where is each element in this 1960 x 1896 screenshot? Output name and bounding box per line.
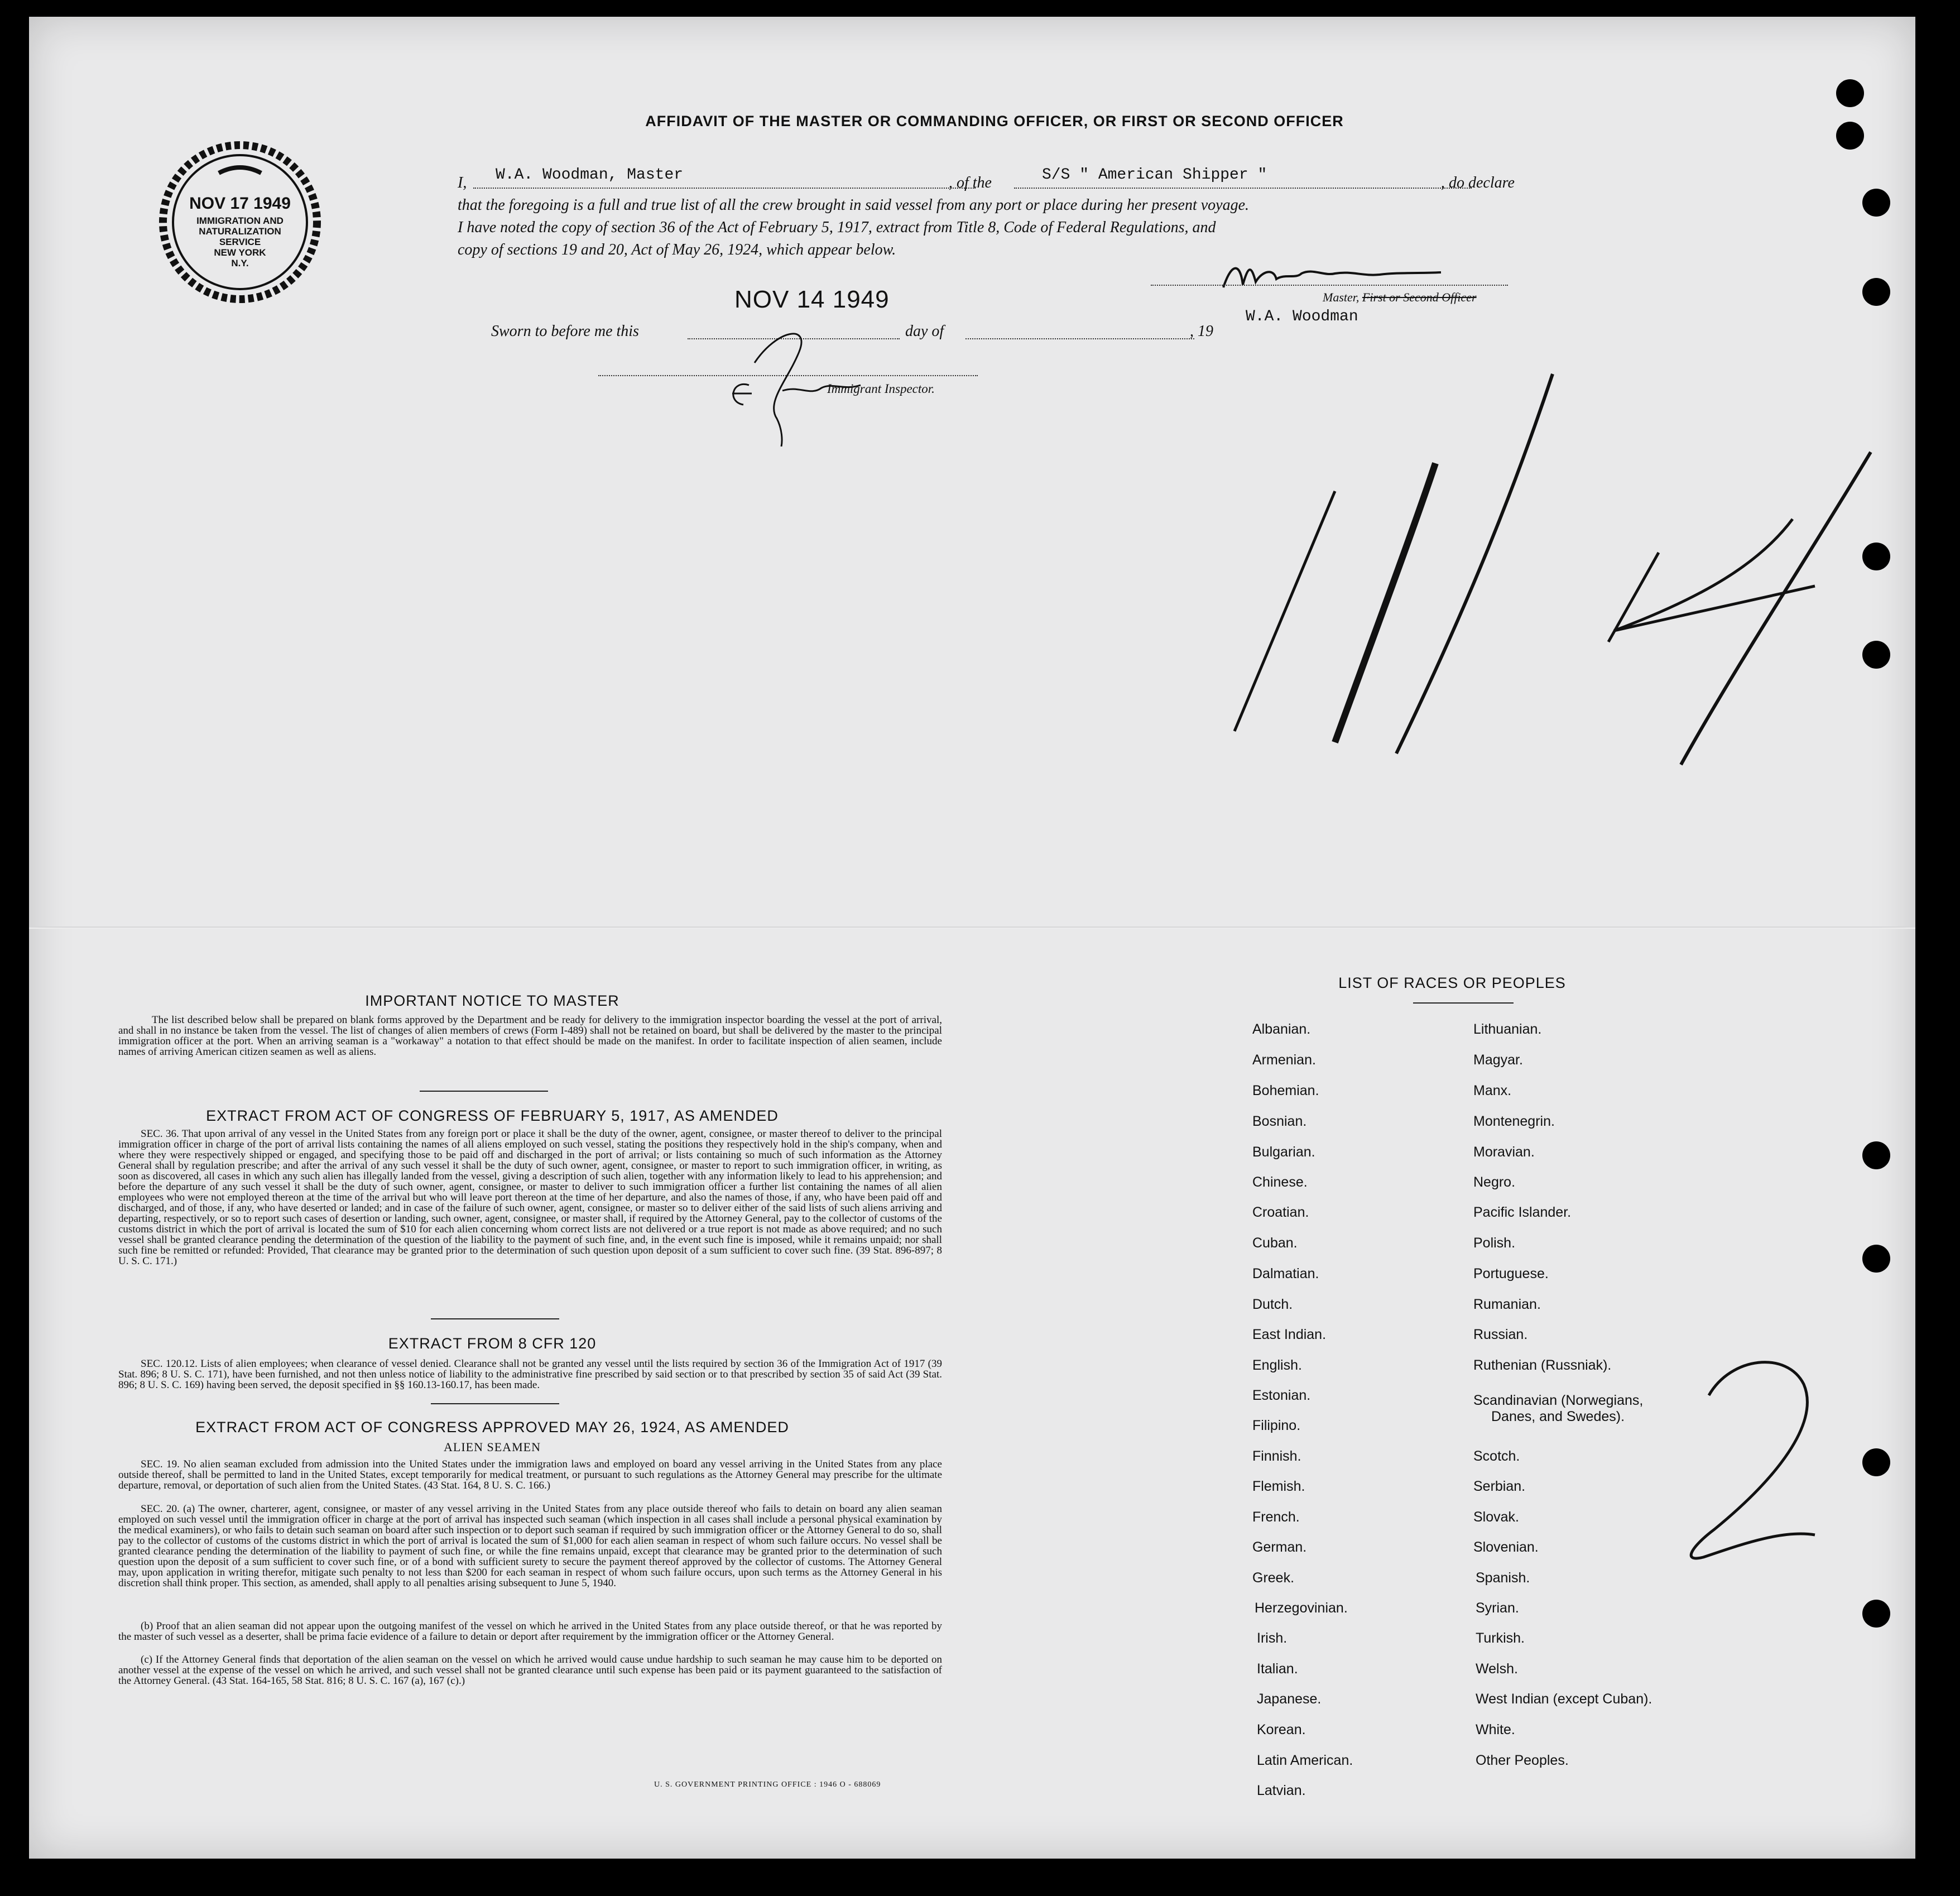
master-name-field: W.A. Woodman, Master — [473, 166, 976, 189]
race-item: Estonian. — [1252, 1388, 1311, 1403]
vessel-name-field: S/S " American Shipper " — [1014, 166, 1472, 189]
race-item: Italian. — [1257, 1661, 1298, 1677]
seal-line: N.Y. — [231, 258, 249, 268]
punch-hole-icon — [1862, 1141, 1890, 1169]
race-item: White. — [1476, 1722, 1515, 1737]
races-title: LIST OF RACES OR PEOPLES — [1338, 975, 1566, 991]
master-title-text: Master, — [1323, 290, 1359, 304]
race-item: Polish. — [1473, 1235, 1516, 1251]
struck-officer-text: First or Second Officer — [1362, 290, 1477, 304]
handwritten-page-number — [1670, 1351, 1826, 1574]
race-item: Irish. — [1257, 1630, 1288, 1646]
inspector-label: Immigrant Inspector. — [827, 382, 935, 396]
do-declare-label: , do declare — [1441, 174, 1515, 191]
race-item: Magyar. — [1473, 1052, 1523, 1068]
extract-1924-title: EXTRACT FROM ACT OF CONGRESS APPROVED MAY 26, 1924, AS AMENDED — [195, 1419, 789, 1436]
affidavit-title: AFFIDAVIT OF THE MASTER OR COMMANDING OFFICER, OR FIRST OR SECOND OFFICER — [645, 113, 1344, 129]
declaration-line: I have noted the copy of section 36 of the Act of February 5, 1917, extract from Title 8, Code of Federal Regulations, and — [458, 219, 1216, 236]
race-item: Finnish. — [1252, 1448, 1301, 1464]
race-item: Dutch. — [1252, 1297, 1293, 1312]
race-item: Other Peoples. — [1476, 1753, 1569, 1768]
seal-line: NEW YORK — [214, 247, 266, 258]
of-the-label: , of the — [949, 174, 992, 191]
divider — [431, 1403, 559, 1404]
signature-line — [1151, 284, 1508, 286]
race-item: French. — [1252, 1509, 1300, 1525]
race-item: Portuguese. — [1473, 1266, 1549, 1281]
race-item: Welsh. — [1476, 1661, 1518, 1677]
punch-hole-icon — [1862, 1245, 1890, 1273]
punch-hole-icon — [1862, 1448, 1890, 1476]
sec-20c-body: (c) If the Attorney General finds that deportation of the alien seaman on the vessel on which he arrived would cause undue hardship to such seaman he may cause him to be deported on another vessel at the expense of the vessel on which he arrived, and such vessel shall not be granted clearance until such expense has been paid or its payment guaranteed to the satisfaction of the Attorney General. (43 Stat. 164-165, 58 Stat. 816; 8 U. S. C. 167 (a), 167 (c).) — [118, 1654, 942, 1687]
notice-body: The list described below shall be prepared on blank forms approved by the Department and be ready for delivery to the immigration inspector boarding the vessel at the port of arrival, and shall in no instance be taken from the vessel. The list of changes of alien members of crews (Form I-489) shall not be retained on board, but shall be delivered by the master to the principal immigration officer at the port. When an arriving seaman is a "workaway" a notation to that effect should be made on the manifest. In order to facilitate inspection of alien seamen, include names of arriving American citizen seamen as well as aliens. — [118, 1014, 942, 1058]
punch-hole-icon — [1862, 1600, 1890, 1628]
punch-hole-icon — [1862, 189, 1890, 217]
race-item: Greek. — [1252, 1570, 1295, 1586]
race-item: Rumanian. — [1473, 1297, 1541, 1312]
race-item: West Indian (except Cuban). — [1476, 1691, 1652, 1707]
race-item: Cuban. — [1252, 1235, 1298, 1251]
day-of-label: day of — [905, 323, 944, 340]
immigration-seal — [156, 138, 324, 306]
divider — [1413, 1002, 1514, 1004]
race-item: Korean. — [1257, 1722, 1306, 1737]
punch-hole-icon — [1836, 79, 1864, 107]
race-item: Latin American. — [1257, 1753, 1353, 1768]
seal-line: NATURALIZATION — [199, 226, 281, 237]
extract-cfr-title: EXTRACT FROM 8 CFR 120 — [388, 1335, 597, 1352]
year-label: , 19 — [1190, 323, 1213, 340]
extract-cfr-body: SEC. 120.12. Lists of alien employees; when clearance of vessel denied. Clearance shall not be granted any vessel until the lists required by section 36 of the Immigration Act of 1917 (39 Stat. 896; 8 U. S. C. 171), have been furnished, and not then unless notice of liability to the administrative fine prescribed by said section or to that prescribed by section 35 of said Act (39 Stat. 896; 8 U. S. C. 169) having been served, the deposit specified in §§ 160.13-160.17, has been made. — [118, 1358, 942, 1391]
race-item: Slovenian. — [1473, 1539, 1539, 1555]
race-item: Filipino. — [1252, 1418, 1301, 1433]
race-item: Russian. — [1473, 1327, 1528, 1342]
extract-1917-title: EXTRACT FROM ACT OF CONGRESS OF FEBRUARY 5, 1917, AS AMENDED — [206, 1107, 779, 1124]
punch-hole-icon — [1862, 278, 1890, 306]
race-item: Montenegrin. — [1473, 1113, 1555, 1129]
race-item: English. — [1252, 1357, 1302, 1373]
declaration-line: that the foregoing is a full and true list of all the crew brought in said vessel from any port or place during her present voyage. — [458, 196, 1250, 214]
handwriting-icon — [1670, 1351, 1826, 1574]
sec-19-body: SEC. 19. No alien seaman excluded from admission into the United States under the immigration laws and employed on board any vessel arriving in the United States from any place outside thereof, shall be permitted to land in the United States, except temporarily for medical treatment, or pursuant to such regulations as the Attorney General may prescribe for the ultimate departure, removal, or deportation of such alien from the United States. (43 Stat. 164, 8 U. S. C. 166.) — [118, 1458, 942, 1491]
race-item: Moravian. — [1473, 1144, 1535, 1160]
race-item: Syrian. — [1476, 1600, 1519, 1616]
race-item: Scandinavian (Norwegians, — [1473, 1393, 1644, 1408]
race-item: Dalmatian. — [1252, 1266, 1319, 1281]
race-item: German. — [1252, 1539, 1307, 1555]
race-item: Bulgarian. — [1252, 1144, 1315, 1160]
divider — [420, 1091, 548, 1092]
race-item: Japanese. — [1257, 1691, 1322, 1707]
divider — [431, 1318, 559, 1319]
master-title — [1323, 290, 1477, 305]
sec-20a-body: SEC. 20. (a) The owner, charterer, agent, consignee, or master of any vessel arriving in the United States from any place outside thereof who fails to detain on board any alien seaman employed on such vessel until the immigration officer in charge at the port of arrival has inspected such seaman (which inspection in all cases shall include a personal physical examination by the medical examiners), or who fails to detain such seaman on board after such inspection or to deport such seaman if required by such immigration officer or the Attorney General to do so, shall pay to the collector of customs of the customs district in which the port of arrival is located the sum of $1,000 for each alien seaman in respect of whom such failure occurs. No vessel shall be granted clearance pending the determination of the liability to payment of such fine, or while the fine remains unpaid, except that clearance may be granted prior to the determination of such question upon the deposit of a sum sufficient to cover such fine, or of a bond with sufficient surety to secure the payment thereof approved by the collector of customs. The Attorney General may, upon application in writing therefor, mitigate such penalty to not less than $200 for each seaman in respect of whom such failure occurs, upon such terms as the Attorney General in his discretion shall think proper. This section, as amended, shall apply to all penalties arising subsequent to June 5, 1940. — [118, 1503, 942, 1589]
race-item: Croatian. — [1252, 1204, 1309, 1220]
race-item: Flemish. — [1252, 1479, 1305, 1494]
race-item: Pacific Islander. — [1473, 1204, 1572, 1220]
i-label: I, — [458, 174, 467, 191]
typed-name: W.A. Woodman — [1246, 308, 1358, 325]
seal-text — [156, 215, 324, 268]
race-item: Lithuanian. — [1473, 1021, 1542, 1037]
race-item: Danes, and Swedes). — [1491, 1409, 1625, 1424]
sworn-month-field — [965, 337, 1194, 339]
race-item: Latvian. — [1257, 1783, 1306, 1798]
race-item: Manx. — [1473, 1083, 1512, 1098]
race-item: Slovak. — [1473, 1509, 1519, 1525]
punch-hole-icon — [1836, 122, 1864, 150]
date-stamp: NOV 14 1949 — [734, 286, 890, 313]
inspector-line — [598, 374, 978, 376]
race-item: Turkish. — [1476, 1630, 1525, 1646]
printer-imprint: U. S. GOVERNMENT PRINTING OFFICE : 1946 O - 688069 — [654, 1780, 881, 1789]
document-page — [29, 17, 1915, 1859]
race-item: Ruthenian (Russniak). — [1473, 1357, 1612, 1373]
extract-1917-body: SEC. 36. That upon arrival of any vessel in the United States from any foreign port or place it shall be the duty of the owner, agent, consignee, or master thereof to deliver to the principal immigration officer in charge of the port of arrival lists containing the names of all aliens employed on such vessel, stating the positions they respectively hold in the ship's company, when and where they were respectively shipped or engaged, and specifying those to be paid off and discharged in the port of arrival; or lists containing so much of such information as the Attorney General shall by regulation prescribe; and after the arrival of any such vessel it shall be the duty of such owner, agent, consignee, or master to report to such immigration officer, in writing, as soon as discovered, all cases in which any such alien has illegally landed from the vessel, giving a description of such alien, together with any information likely to lead to his apprehension; and before the departure of any such vessel it shall be the duty of such owner, agent, consignee, or master to deliver to such immigration officer a further list containing the names of all alien employees who were not employed thereon at the time of the arrival but who will leave port thereon at the time of her departure, and also the names of those, if any, who have been paid off and discharged, and of those, if any, who have deserted or landed; and in case of the failure of such owner, agent, consignee, or master so to deliver either of the said lists of such aliens arriving and departing, respectively, or so to report such cases of desertion or landing, such owner, agent, consignee, or master shall, if required by the Attorney General, pay to the collector of customs of the customs district in which the port of arrival is located the sum of $10 for each alien concerning whom correct lists are not delivered or a true report is not made as above required; and no such vessel shall be granted clearance pending the determination of the question of the liability to the payment of such fine, and, in the event such fine is imposed, while it remains unpaid; nor shall such fine be remitted or refunded: Provided, That clearance may be granted prior to the determination of such question upon deposit of a sum sufficient to cover such fine. (39 Stat. 896-897; 8 U. S. C. 171.) — [118, 1128, 942, 1267]
race-item: Armenian. — [1252, 1052, 1316, 1068]
handwritten-mark-11-14 — [1201, 352, 1882, 776]
fold-line — [29, 927, 1915, 929]
race-item: Chinese. — [1252, 1174, 1308, 1190]
race-item: Spanish. — [1476, 1570, 1530, 1586]
alien-seamen-subtitle: ALIEN SEAMEN — [444, 1440, 541, 1454]
race-item: Serbian. — [1473, 1479, 1526, 1494]
notice-title: IMPORTANT NOTICE TO MASTER — [365, 992, 619, 1009]
seal-line: SERVICE — [219, 237, 261, 247]
race-item: Herzegovinian. — [1255, 1600, 1348, 1616]
race-item: Scotch. — [1473, 1448, 1520, 1464]
race-item: Bosnian. — [1252, 1113, 1307, 1129]
handwriting-icon — [1201, 352, 1882, 776]
seal-line: IMMIGRATION AND — [196, 215, 284, 226]
declaration-line: copy of sections 19 and 20, Act of May 26, 1924, which appear below. — [458, 241, 896, 258]
race-item: Bohemian. — [1252, 1083, 1319, 1098]
race-item: Negro. — [1473, 1174, 1516, 1190]
race-item: Albanian. — [1252, 1021, 1311, 1037]
race-item: East Indian. — [1252, 1327, 1327, 1342]
seal-date: NOV 17 1949 — [189, 194, 291, 213]
sworn-label: Sworn to before me this — [491, 323, 639, 340]
sec-20b-body: (b) Proof that an alien seaman did not appear upon the outgoing manifest of the vessel on which he arrived in the United States from any place outside thereof, or that he was reported by the master of such vessel as a deserter, shall be prima facie evidence of a failure to detain or deport after requirement by the immigration officer or the Attorney General. — [118, 1620, 942, 1643]
